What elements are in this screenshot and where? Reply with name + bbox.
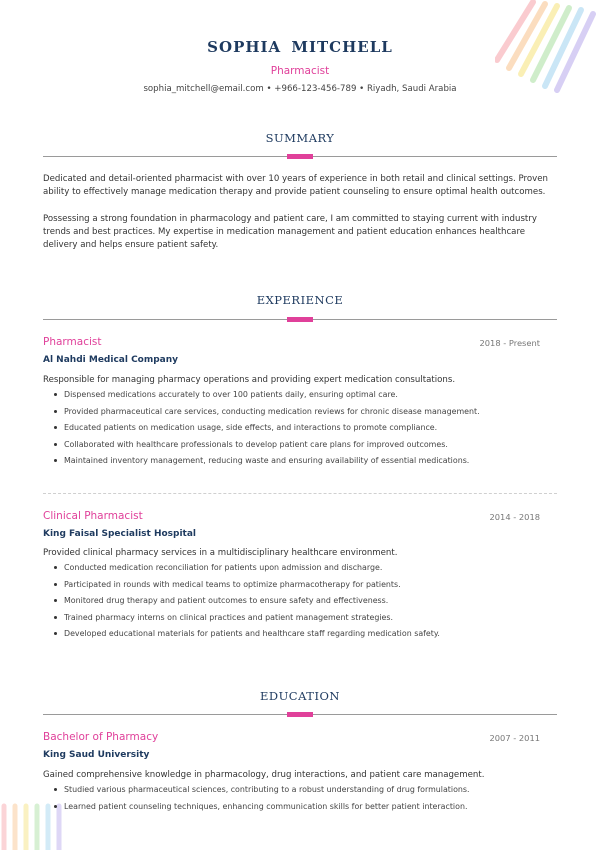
job-bullet: Trained pharmacy interns on clinical practices and patient management strategies. [52,612,552,629]
job-description: Provided clinical pharmacy services in a multidisciplinary healthcare environment. [43,548,398,558]
job-title: Pharmacist [43,336,102,348]
education-heading: EDUCATION [260,689,340,703]
contact-line: sophia_mitchell@email.com • +966-123-456-789 • Riyadh, Saudi Arabia [143,84,457,94]
job-bullet: Collaborated with healthcare professionals to develop patient care plans for improved outcomes. [52,439,552,456]
job-bullet: Educated patients on medication usage, side effects, and interactions to promote compliance. [52,422,552,439]
degree-title: Bachelor of Pharmacy [43,731,159,743]
job-bullet: Developed educational materials for patients and healthcare staff regarding medication safety. [52,628,552,645]
candidate-name: SOPHIA MITCHELL [207,38,393,56]
experience-divider-accent [287,317,313,322]
summary-paragraph: Dedicated and detail-oriented pharmacist with over 10 years of experience in both retail and clinical settings. Proven ability to effectively manage medication therapy and provide patient counseling to ensure optimal health outcomes. [43,174,548,197]
job-bullet: Monitored drug therapy and patient outcomes to ensure safety and effectiveness. [52,595,552,612]
job-company: Al Nahdi Medical Company [43,355,179,365]
job-description: Responsible for managing pharmacy operations and providing expert medication consultations. [43,375,456,385]
job-bullet-list [52,562,552,645]
job-bullet: Provided pharmaceutical care services, conducting medication reviews for chronic disease management. [52,406,552,423]
job-date: 2014 - 2018 [489,512,540,522]
school-name: King Saud University [43,750,150,760]
education-description: Gained comprehensive knowledge in pharmacology, drug interactions, and patient care management. [43,770,485,780]
education-date: 2007 - 2011 [489,733,540,743]
job-date: 2018 - Present [479,338,540,348]
job-bullet-list [52,389,552,472]
summary-heading: SUMMARY [265,131,335,145]
job-separator [43,493,557,494]
education-bullet-list [52,784,552,817]
job-bullet: Maintained inventory management, reducing waste and ensuring availability of essential medications. [52,455,552,472]
job-company: King Faisal Specialist Hospital [43,529,197,539]
education-bullet: Learned patient counseling techniques, enhancing communication skills for better patient interaction. [52,801,552,818]
education-bullet: Studied various pharmaceutical sciences, contributing to a robust understanding of drug formulations. [52,784,552,801]
job-bullet: Participated in rounds with medical teams to optimize pharmacotherapy for patients. [52,579,552,596]
summary-paragraph: Possessing a strong foundation in pharmacology and patient care, I am committed to staying current with industry trends and best practices. My expertise in medication management and patient education enhances healthcare delivery and helps ensure patient safety. [43,214,537,250]
job-bullet: Dispensed medications accurately to over 100 patients daily, ensuring optimal care. [52,389,552,406]
experience-heading: EXPERIENCE [256,293,344,307]
education-divider-accent [287,712,313,717]
summary-divider-accent [287,154,313,159]
job-bullet: Conducted medication reconciliation for patients upon admission and discharge. [52,562,552,579]
job-title: Clinical Pharmacist [43,510,143,522]
candidate-title: Pharmacist [270,65,330,77]
